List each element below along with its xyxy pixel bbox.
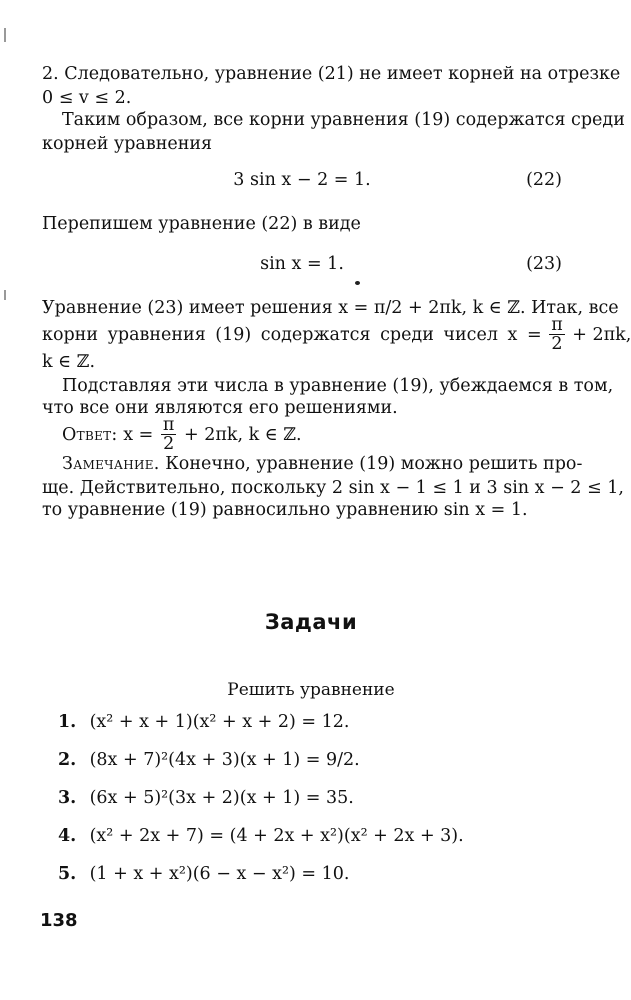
fraction-numerator: π — [551, 315, 563, 335]
equation-number: (22) — [526, 170, 562, 190]
text-line: что все они являются его решениями. — [42, 398, 398, 418]
problem-number: 4. — [58, 826, 77, 846]
fraction — [161, 416, 177, 453]
fraction-numerator: π — [162, 415, 175, 435]
problem-number: 2. — [58, 750, 77, 770]
text-line: k ∈ ℤ. — [42, 352, 96, 372]
text-line: Таким образом, все корни уравнения (19) содержатся среди — [62, 110, 625, 130]
print-speck — [355, 281, 360, 285]
fraction-denominator: 2 — [163, 434, 175, 454]
text-line: ще. Действительно, поскольку 2 sin x − 1 ≤ 1 и 3 sin x − 2 ≤ 1, — [42, 478, 624, 498]
remark-label: Замечание. — [62, 454, 160, 474]
equation-text: sin x = 1. — [260, 254, 344, 274]
text-span: x = — [123, 424, 154, 445]
problem-text: (x² + x + 1)(x² + x + 2) = 12. — [89, 712, 350, 732]
problem-item — [58, 750, 360, 770]
section-title: Задачи — [264, 610, 358, 634]
problem-number: 3. — [58, 788, 77, 808]
problem-item — [58, 826, 464, 846]
text-span: + 2πk, k ∈ ℤ. — [184, 424, 302, 445]
remark-line — [62, 452, 583, 476]
text-line: Подставляя эти числа в уравнение (19), убеждаемся в том, — [62, 376, 614, 396]
margin-mark — [4, 28, 6, 42]
section-subtitle: Решить уравнение — [227, 680, 395, 700]
text-line: 2. Следовательно, уравнение (21) не имеет корней на отрезке — [42, 64, 621, 84]
problem-text: (8x + 7)²(4x + 3)(x + 1) = 9/2. — [89, 750, 360, 770]
problem-text: (1 + x + x²)(6 − x − x²) = 10. — [89, 864, 350, 884]
text-line: Уравнение (23) имеет решения x = π/2 + 2πk, k ∈ ℤ. Итак, все — [42, 298, 619, 318]
fraction — [549, 316, 565, 353]
problem-number: 1. — [58, 712, 77, 732]
text-line: то уравнение (19) равносильно уравнению sin x = 1. — [42, 500, 528, 520]
problem-item — [58, 712, 349, 732]
equation-number: (23) — [526, 254, 562, 274]
equation-22 — [42, 170, 562, 198]
page-number: 138 — [40, 910, 78, 931]
text-line: 0 ≤ v ≤ 2. — [42, 88, 132, 108]
text-line: Перепишем уравнение (22) в виде — [42, 214, 361, 234]
text-span: корни уравнения (19) содержатся среди чисел x = — [42, 324, 542, 345]
equation-text: 3 sin x − 2 = 1. — [233, 170, 371, 190]
text-span: + 2πk, — [572, 324, 631, 345]
problem-item — [58, 864, 349, 884]
problem-text: (x² + 2x + 7) = (4 + 2x + x²)(x² + 2x + 3). — [89, 826, 464, 846]
fraction-denominator: 2 — [551, 334, 563, 354]
problem-text: (6x + 5)²(3x + 2)(x + 1) = 35. — [89, 788, 354, 808]
answer-label: Ответ: — [62, 424, 118, 445]
text-line: корней уравнения — [42, 134, 213, 154]
problem-number: 5. — [58, 864, 77, 884]
problem-item — [58, 788, 354, 808]
equation-23 — [42, 254, 562, 282]
margin-mark — [4, 290, 6, 300]
text-span: Конечно, уравнение (19) можно решить про- — [165, 454, 583, 474]
